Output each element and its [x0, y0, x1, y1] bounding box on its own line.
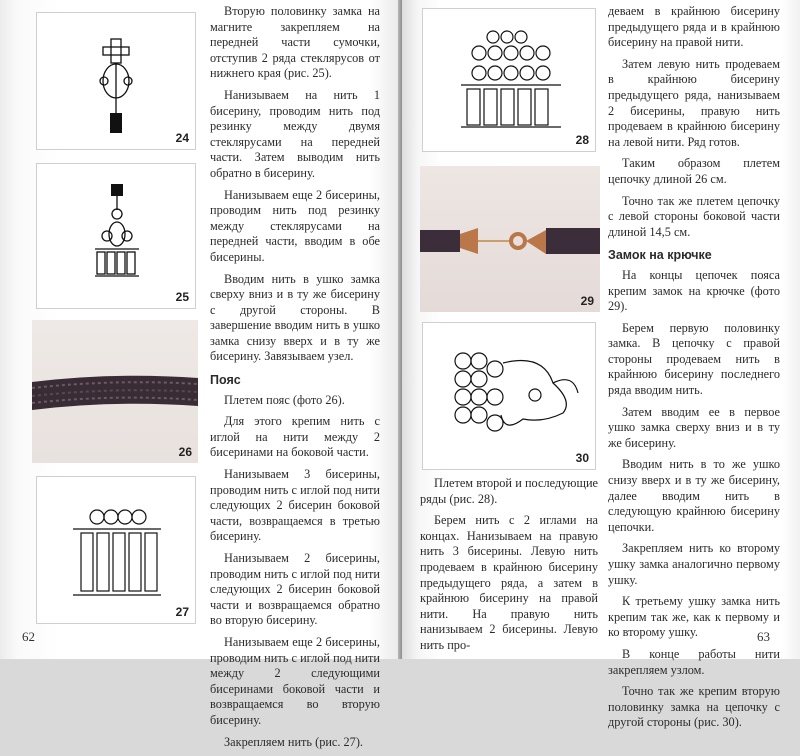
right-paragraph-7: Затем вводим ее в первое ушко замка сверху вниз и в ту же бисерину. — [608, 404, 780, 450]
heading-clasp: Замок на крючке — [608, 248, 712, 263]
figure-27-diagram — [37, 477, 195, 623]
photo-29 — [420, 166, 600, 312]
figure-25 — [36, 163, 196, 309]
left-paragraph-8: Нанизываем 2 бисерины, проводим нить с иглой под нити следующих 2 бисерин боковой части и возвращаемся обратно во вторую бисерину. — [210, 551, 380, 628]
right-lower-paragraph-2: Берем нить с 2 иглами на концах. Нанизываем на правую нить 3 бисерины. Левую нить продеваем в крайнюю бисерину предыдущего ряда, а затем в крайнюю бисерину на правой нити. На правую нить нанизываем 2 бисерины. Левую нить про- — [420, 513, 598, 652]
photo-26-number: 26 — [178, 445, 192, 459]
left-paragraph-7: Нанизываем 3 бисерины, проводим нить с иглой под нити следующих 2 бисерин боковой части, возвращаемся в третью бисерину. — [210, 467, 380, 544]
figure-24 — [36, 12, 196, 150]
right-paragraph-6: Берем первую половинку замка. В цепочку с правой стороны продеваем нить в крайнюю бисерину последнего ряда вводим нить. — [608, 320, 780, 398]
right-paragraph-4: Точно так же плетем цепочку с левой стороны боковой части длиной 14,5 см. — [608, 193, 780, 239]
photo-29-clasp — [420, 166, 600, 312]
left-paragraph-4: Вводим нить в ушко замка сверху вниз и в ту же бисерину с другой стороны. В завершение вводим нить в ушко замка снизу вверх и в ту же бисерину. Завязываем узел. — [210, 271, 380, 364]
photo-26 — [32, 320, 198, 463]
right-page-number: 63 — [757, 629, 770, 644]
right-paragraph-12: Точно так же крепим вторую половинку замка на цепочку с другой стороны (рис. 30). — [608, 684, 780, 730]
figure-28-number: 28 — [575, 133, 589, 147]
figure-27 — [36, 476, 196, 624]
right-text-column — [608, 4, 780, 737]
right-page — [402, 0, 800, 730]
right-lower-paragraph-1: Плетем второй и последующие ряды (рис. 28). — [420, 476, 598, 506]
left-paragraph-3: Нанизываем еще 2 бисерины, проводим нить под резинку между стеклярусами на передней части, вводим в обе бисерины. — [210, 187, 380, 264]
right-paragraph-5: На концы цепочек пояса крепим замок на крючке (фото 29). — [608, 267, 780, 314]
left-page — [0, 0, 402, 749]
right-paragraph-11: В конце работы нити закрепляем узлом. — [608, 646, 780, 677]
right-paragraph-9: Закрепляем нить ко второму ушку замка аналогично первому ушку. — [608, 541, 780, 587]
photo-26-beaded-belt — [32, 320, 198, 463]
figure-30-number: 30 — [575, 451, 589, 465]
figure-24-diagram — [37, 13, 195, 149]
left-text-column — [210, 4, 380, 756]
figure-24-number: 24 — [175, 131, 189, 145]
figure-25-number: 25 — [175, 290, 189, 304]
figure-28-diagram — [423, 9, 595, 151]
left-paragraph-1: Вторую половинку замка на магните закрепляем на передней части сумочки, отступив 2 ряда стеклярусов от нижнего края (рис. 25). — [210, 4, 380, 81]
figure-28 — [422, 8, 596, 152]
right-paragraph-1: деваем в крайнюю бисерину предыдущего ряда и в крайнюю бисерину на правой нити. — [608, 4, 780, 50]
left-page-number: 62 — [22, 629, 35, 644]
right-paragraph-3: Таким образом плетем цепочку длиной 26 см. — [608, 156, 780, 186]
figure-30 — [422, 322, 596, 470]
right-paragraph-10: К третьему ушку замка нить крепим так же, как к первому и ко второму ушку. — [608, 594, 780, 640]
left-paragraph-2: Нанизываем на нить 1 бисерину, проводим нить под резинку между двумя стеклярусами на передней части. Затем выводим нить обратно в бисерину. — [210, 87, 380, 180]
figure-27-number: 27 — [175, 605, 189, 619]
figure-30-diagram — [423, 323, 595, 469]
right-lower-text-column — [420, 476, 598, 660]
left-paragraph-10: Закрепляем нить (рис. 27). — [224, 734, 364, 749]
left-paragraph-6: Для этого крепим нить с иглой на нити между 2 бисеринами на боковой части. — [210, 414, 380, 460]
right-paragraph-8: Вводим нить в то же ушко снизу вверх и в ту же бисерину, далее вводим нить в следующую крайнюю бисерину цепочки. — [608, 457, 780, 534]
photo-29-number: 29 — [580, 294, 594, 308]
left-paragraph-9: Нанизываем еще 2 бисерины, проводим нить с иглой под нити между 2 следующими бисеринами боковой части и возвращаемся во вторую бисерину. — [210, 634, 380, 727]
figure-25-diagram — [37, 164, 195, 308]
left-paragraph-5: Плетем пояс (фото 26). — [224, 392, 345, 407]
heading-belt: Пояс — [210, 373, 241, 388]
right-paragraph-2: Затем левую нить продеваем в крайнюю бисерину предыдущего ряда, нанизываем 2 бисерины, правую нить продеваем в крайнюю бисерину на левой нити. Ряд готов. — [608, 56, 780, 149]
